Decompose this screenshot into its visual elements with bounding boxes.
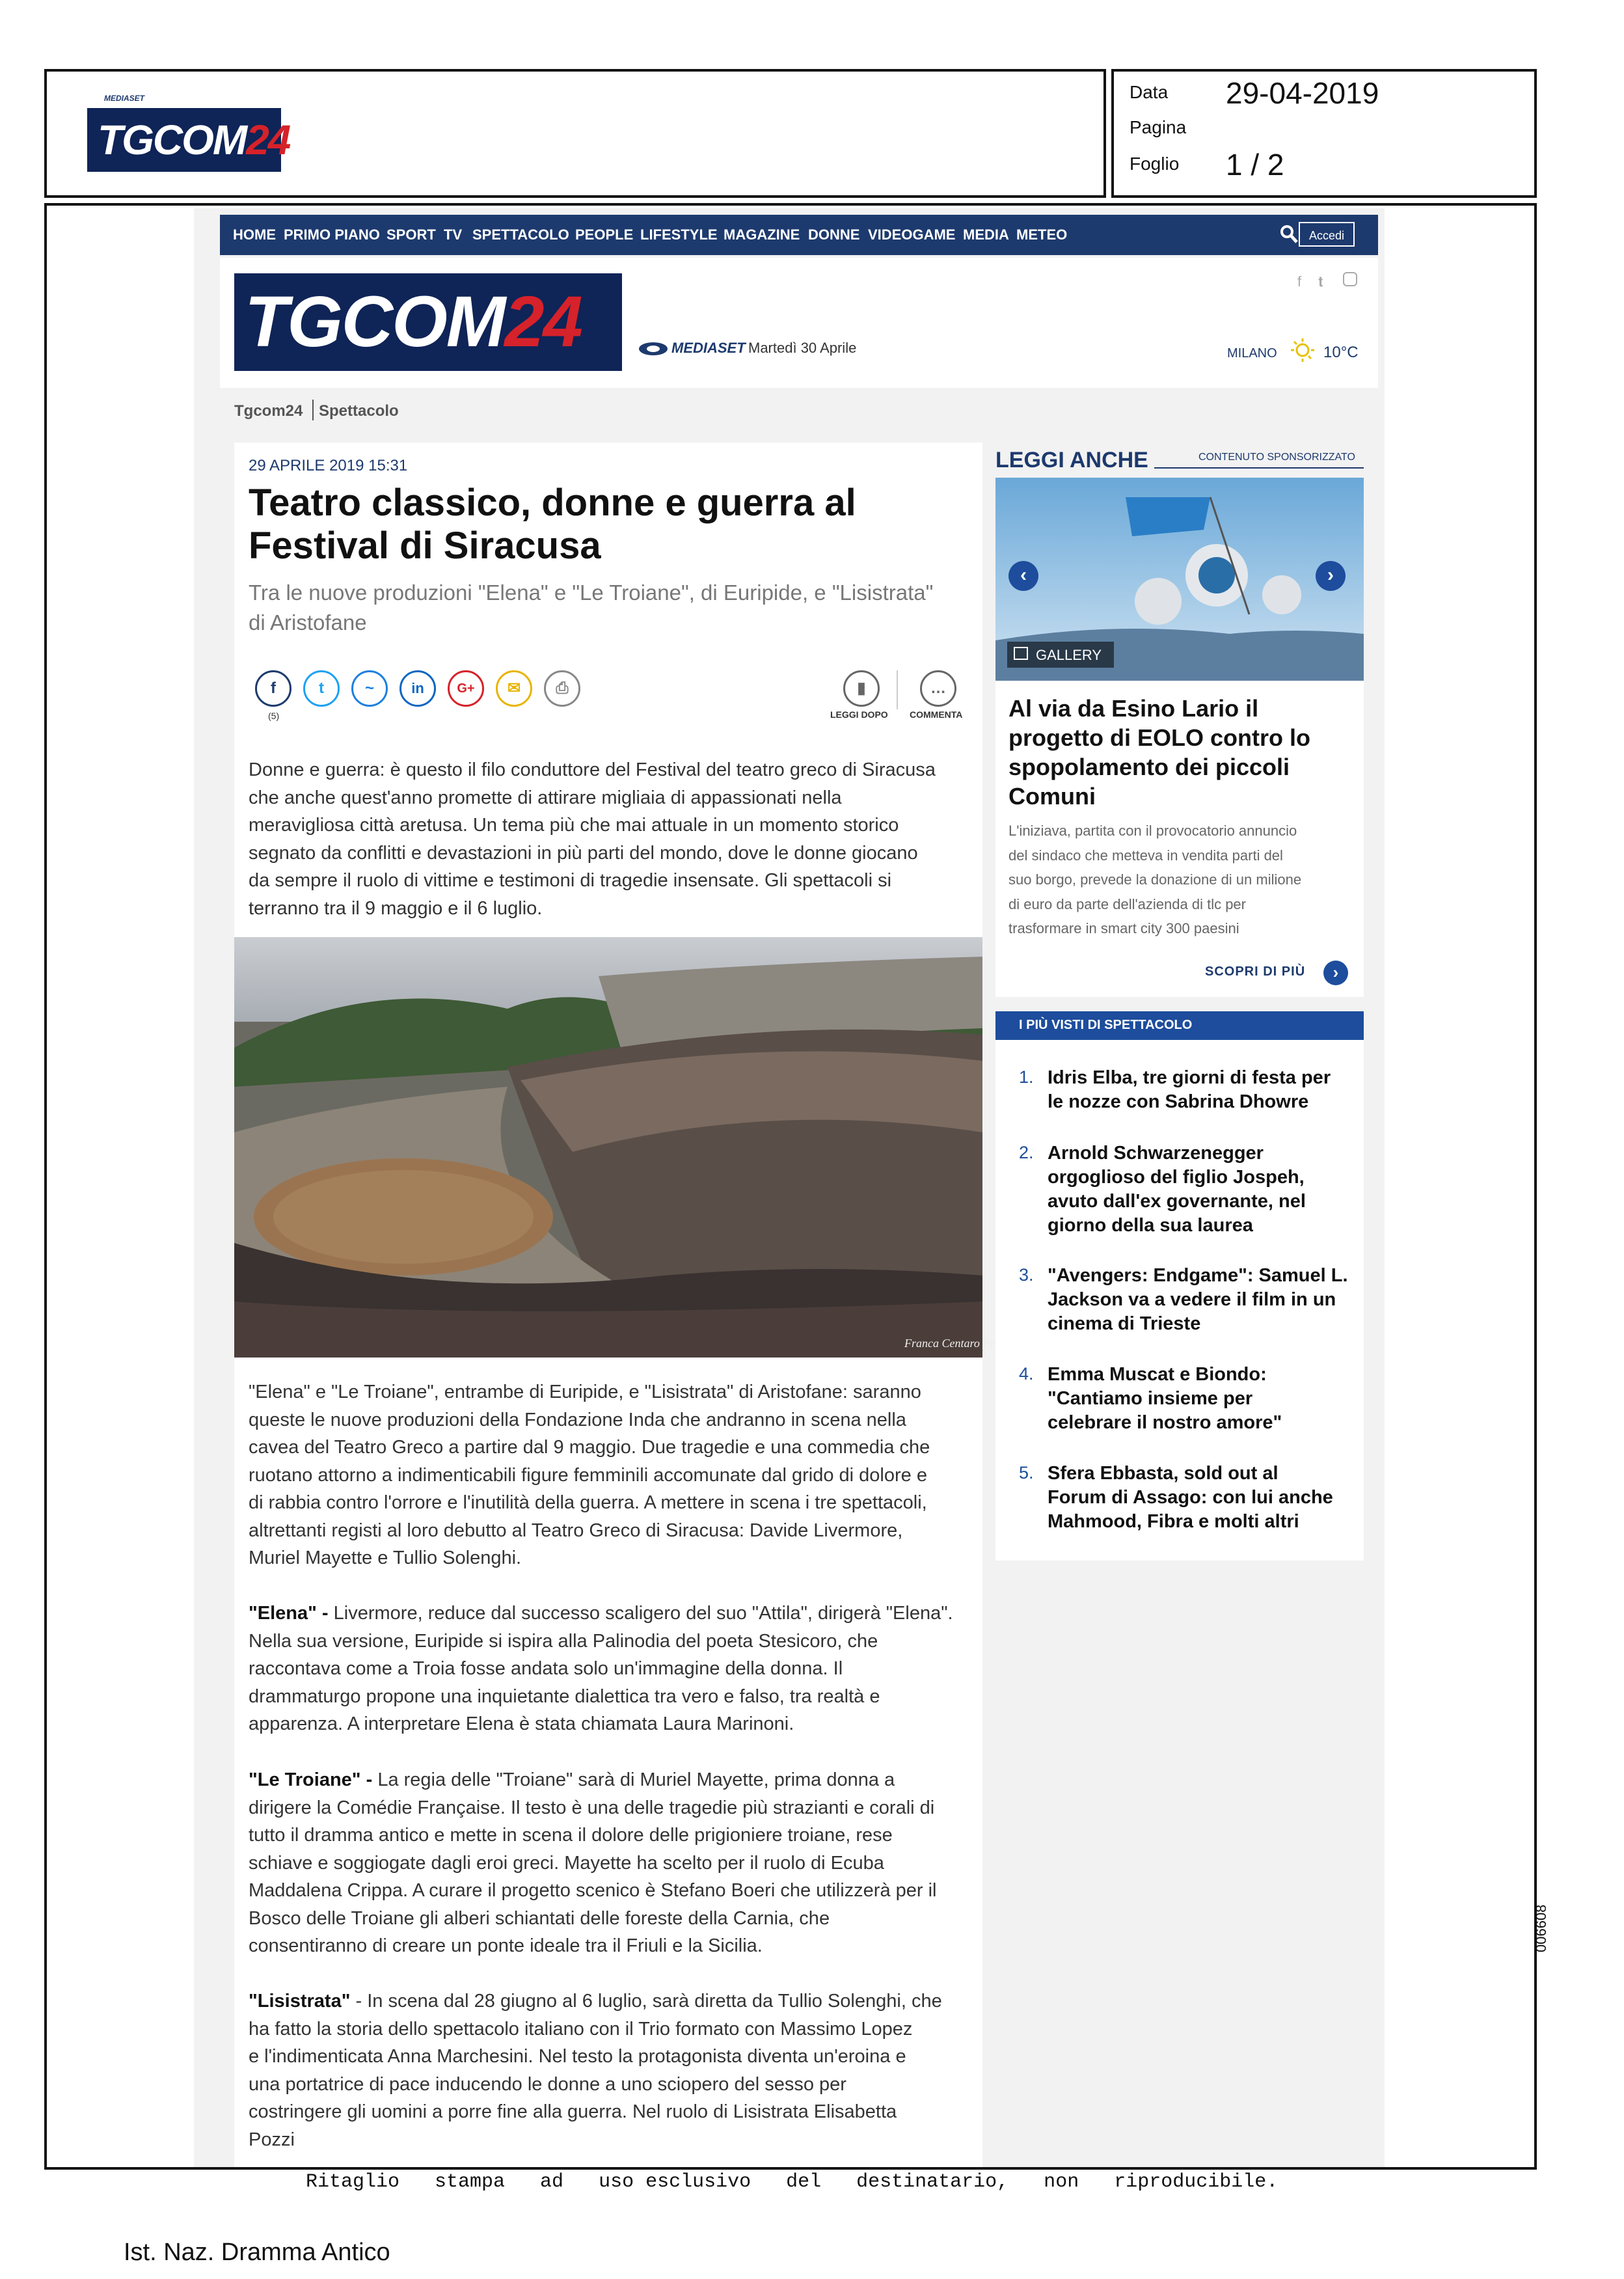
nav-videogame[interactable]: VIDEOGAME	[868, 226, 956, 243]
share-divider	[897, 670, 898, 709]
side-code: 006608	[1533, 1904, 1549, 1952]
nav-media[interactable]: MEDIA	[963, 226, 1009, 243]
comment-icon[interactable]: …	[920, 670, 956, 707]
site-mediaset-label: MEDIASET	[671, 340, 746, 356]
nav-meteo[interactable]: METEO	[1016, 226, 1068, 243]
read-later-label[interactable]: LEGGI DOPO	[830, 709, 888, 720]
nav-tv[interactable]: TV	[444, 226, 463, 243]
nav-sport[interactable]: SPORT	[386, 226, 436, 243]
most-viewed-item[interactable]: Emma Muscat e Biondo: "Cantiamo insieme per celebrare il nostro amore"	[1048, 1364, 1282, 1433]
foglio-label: Foglio	[1130, 154, 1180, 174]
mediaset-logo-icon	[638, 341, 669, 357]
share-facebook-icon[interactable]: f	[255, 670, 291, 707]
most-viewed-item[interactable]: Sfera Ebbasta, sold out al Forum di Assago: con lui anche Mahmood, Fibra e molti altri	[1048, 1463, 1333, 1532]
most-viewed-num: 1.	[1019, 1067, 1034, 1087]
data-value: 29-04-2019	[1226, 76, 1379, 110]
sponsored-text: L'iniziava, partita con il provocatorio annuncio del sindaco che metteva in vendita parti del suo borgo, prevede la donazione di un milione di euro da parte dell'azienda di tlc per trasformare in smart city 300 paesini	[1008, 823, 1302, 936]
leggi-anche-heading: LEGGI ANCHE	[995, 448, 1148, 472]
instagram-icon[interactable]	[1343, 272, 1357, 286]
article-paragraph-troiane: "Le Troiane" - La regia delle "Troiane" sarà di Muriel Mayette, prima donna a dirigere la Comédie Française. Il testo è una delle tragedie più strazianti e corali di tutto il dramma antico e mette in scena il dolore delle prigioniere troiane, rese schiave e soggiogate dagli eroi greci. Mayette ha scelto per il ruolo di Ecuba Maddalena Crippa. A curare il progetto scenico è Stefano Boeri che utilizzerà per il Bosco delle Troiane gli alberi schiantati delle foreste della Carnia, che consentiranno di creare un ponte ideale tra il Friuli e la Sicilia.	[249, 1769, 937, 1956]
clip-mediaset-label: MEDIASET	[104, 94, 145, 103]
comment-label[interactable]: COMMENTA	[910, 709, 963, 720]
nav-home[interactable]: HOME	[233, 226, 276, 243]
most-viewed-num: 4.	[1019, 1364, 1034, 1384]
gallery-next-button[interactable]: ›	[1316, 561, 1346, 591]
breadcrumb-home[interactable]: Tgcom24	[234, 402, 303, 420]
gallery-label: GALLERY	[1036, 647, 1102, 663]
sponsored-title[interactable]: Al via da Esino Lario il progetto di EOLO contro lo spopolamento dei piccoli Comuni	[1008, 695, 1310, 810]
facebook-share-count: (5)	[268, 711, 280, 721]
photo-credit: Franca Centaro Ph	[904, 1337, 996, 1350]
most-viewed-num: 2.	[1019, 1143, 1034, 1162]
weather-temp: 10°C	[1323, 344, 1359, 361]
breadcrumb-section[interactable]: Spettacolo	[319, 402, 399, 420]
share-googleplus-icon[interactable]: G+	[448, 670, 484, 707]
scopri-arrow-icon[interactable]: ›	[1323, 961, 1348, 985]
article-paragraph-1: Donne e guerra: è questo il filo conduttore del Festival del teatro greco di Siracusa che anche quest'anno promette di attirare migliaia di appassionati nella meravigliosa città aretusa. Un tema più che mai attuale in un momento storico segnato da conflitti e devastazioni in più parti del mondo, dove le donne giocano da sempre il ruolo di vittime e testimoni di tragedie insensate. Gli spettacoli si terranno tra il 9 maggio e il 6 luglio.	[249, 759, 936, 919]
article-timestamp: 29 APRILE 2019 15:31	[249, 457, 408, 474]
nav-lifestyle[interactable]: LIFESTYLE	[640, 226, 718, 243]
twitter-icon[interactable]: 𝐭	[1318, 273, 1323, 290]
most-viewed-title: I PIÙ VISTI DI SPETTACOLO	[1019, 1018, 1193, 1032]
leggi-anche-rule	[1154, 467, 1364, 469]
nav-primo-piano[interactable]: PRIMO PIANO	[284, 226, 380, 243]
pagina-label: Pagina	[1130, 117, 1187, 137]
share-print-icon[interactable]: ⎙	[544, 670, 580, 707]
nav-magazine[interactable]: MAGAZINE	[724, 226, 800, 243]
share-messenger-icon[interactable]: ~	[351, 670, 388, 707]
share-linkedin-icon[interactable]: in	[399, 670, 436, 707]
weather-city: MILANO	[1227, 346, 1277, 361]
scopri-link[interactable]: SCOPRI DI PIÙ	[1205, 964, 1306, 979]
article-photo-greek-theatre[interactable]	[234, 937, 996, 1358]
article-title: Teatro classico, donne e guerra al Festival di Siracusa	[249, 482, 856, 567]
nav-people[interactable]: PEOPLE	[575, 226, 634, 243]
article-paragraph-lisistrata: "Lisistrata" - In scena dal 28 giugno al 6 luglio, sarà diretta da Tullio Solenghi, che ha fatto la storia dello spettacolo italiano con il Trio formato con Massimo Lopez e l'indimenticata Anna Marchesini. Nel testo la protagonista diventa un'eroina e una portatrice di pace inducendo le donne a uno sciopero del sesso per costringere gli uomini a porre fine alla guerra. Nel ruolo di Lisistrata Elisabetta Pozzi	[249, 1991, 942, 2150]
facebook-icon[interactable]: f	[1297, 273, 1302, 290]
clip-footer-notice: Ritaglio stampa ad uso esclusivo del destinatario, non riproducibile.	[306, 2171, 1279, 2193]
article-paragraph-2: "Elena" e "Le Troiane", entrambe di Euripide, e "Lisistrata" di Aristofane: saranno queste le nuove produzioni della Fondazione Inda che andranno in scena nella cavea del Teatro Greco a partire dal 9 maggio. Due tragedie e una commedia che ruotano attorno a indimenticabili figure femminili accomunate dal grido di dolore e di rabbia contro l'orrore e l'inutilità della guerra. A mettere in scena i tre spettacoli, altrettanti registi al loro debutto al Teatro Greco di Siracusa: Davide Livermore, Muriel Mayette e Tullio Solenghi.	[249, 1382, 930, 1568]
search-icon[interactable]	[1279, 224, 1299, 245]
site-date: Martedì 30 Aprile	[748, 340, 857, 356]
login-button[interactable]: Accedi	[1299, 222, 1355, 247]
foglio-value: 1 / 2	[1226, 148, 1284, 182]
sun-cloud-icon	[1290, 337, 1318, 366]
most-viewed-num: 5.	[1019, 1463, 1034, 1482]
site-tgcom-logo[interactable]: TGCOM24	[234, 273, 622, 371]
most-viewed-item[interactable]: Idris Elba, tre giorni di festa per le nozze con Sabrina Dhowre	[1048, 1067, 1331, 1112]
most-viewed-item[interactable]: Arnold Schwarzenegger orgoglioso del figlio Jospeh, avuto dall'ex governante, nel giorno della sua laurea	[1048, 1143, 1306, 1236]
nav-donne[interactable]: DONNE	[808, 226, 860, 243]
share-twitter-icon[interactable]: t	[303, 670, 340, 707]
bookmark-icon[interactable]: ▮	[843, 670, 880, 707]
clip-tgcom-logo: TGCOM24	[87, 108, 281, 172]
article-subtitle: Tra le nuove produzioni "Elena" e "Le Troiane", di Euripide, e "Lisistrata" di Aristofane	[249, 580, 934, 635]
data-label: Data	[1130, 82, 1169, 102]
sponsored-label: CONTENUTO SPONSORIZZATO	[1198, 452, 1355, 463]
gallery-prev-button[interactable]: ‹	[1008, 561, 1038, 591]
share-email-icon[interactable]: ✉	[496, 670, 532, 707]
breadcrumb-divider	[312, 400, 314, 420]
article-paragraph-elena: "Elena" - Livermore, reduce dal successo scaligero del suo "Attila", dirigerà "Elena". Nella sua versione, Euripide si ispira alla Palinodia del poeta Stesicoro, che raccontava come a Troia fosse andata solo un'immagine della donna. Il drammaturgo propone una inquietante dialettica tra vero e falso, tra realtà e apparenza. A interpretare Elena è stata chiamata Laura Marinoni.	[249, 1603, 953, 1734]
nav-spettacolo[interactable]: SPETTACOLO	[472, 226, 569, 243]
gallery-icon	[1014, 647, 1028, 660]
source-label: Ist. Naz. Dramma Antico	[124, 2239, 390, 2266]
most-viewed-num: 3.	[1019, 1265, 1034, 1285]
most-viewed-item[interactable]: "Avengers: Endgame": Samuel L. Jackson va a vedere il film in un cinema di Trieste	[1048, 1265, 1348, 1334]
